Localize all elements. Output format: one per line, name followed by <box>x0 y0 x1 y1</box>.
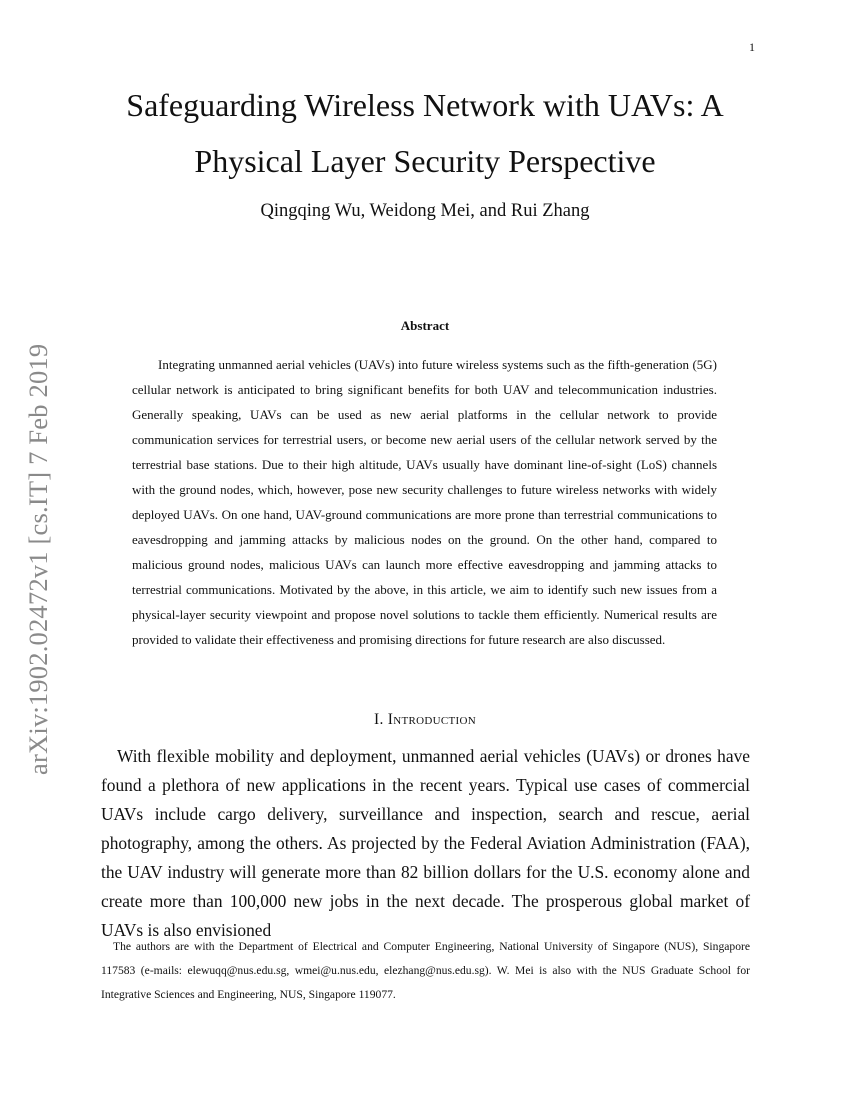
paper-title <box>0 77 850 189</box>
page-number: 1 <box>749 40 755 54</box>
author-affiliation-footnote: The authors are with the Department of Electrical and Computer Engineering, National University of Singapore (NUS), Singapore 117583 (e-mails: elewuqq@nus.edu.sg, wmei@u.nus.edu, elezhang@nus.edu.sg). W. Mei is also with the NUS Graduate School for Integrative Sciences and Engineering, NUS, Singapore 119077. <box>101 940 750 1001</box>
abstract-heading: Abstract <box>400 318 450 333</box>
paper-title-line-2: Physical Layer Security Perspective <box>194 143 656 179</box>
arxiv-identifier-stamp: arXiv:1902.02472v1 [cs.IT] 7 Feb 2019 <box>23 343 53 775</box>
paper-title-line-1: Safeguarding Wireless Network with UAVs: A <box>126 87 724 123</box>
abstract-text: Integrating unmanned aerial vehicles (UAVs) into future wireless systems such as the fifth-generation (5G) cellular network is anticipated to bring significant benefits for both UAV and telecommunication industries. Generally speaking, UAVs can be used as new aerial platforms in the cellular network to provide communication services for terrestrial users, or become new aerial users of the cellular network served by the terrestrial base stations. Due to their high altitude, UAVs usually have dominant line-of-sight (LoS) channels with the ground nodes, which, however, pose new security challenges to future wireless networks with widely deployed UAVs. On one hand, UAV-ground communications are more prone than terrestrial communications to eavesdropping and jamming attacks by malicious nodes on the ground. On the other hand, compared to malicious ground nodes, malicious UAVs can launch more effective eavesdropping and jamming attacks to terrestrial communications. Motivated by the above, in this article, we aim to identify such new issues from a physical-layer security viewpoint and propose novel solutions to tackle them efficiently. Numerical results are provided to validate their effectiveness and promising directions for future research are also discussed. <box>132 357 717 647</box>
author-list: Qingqing Wu, Weidong Mei, and Rui Zhang <box>260 201 590 221</box>
section-heading-introduction: I. Introduction <box>373 711 476 728</box>
introduction-text: With flexible mobility and deployment, unmanned aerial vehicles (UAVs) or drones have found a plethora of new applications in the recent years. Typical use cases of commercial UAVs include cargo delivery, surveillance and inspection, search and rescue, aerial photography, among the others. As projected by the Federal Aviation Administration (FAA), the UAV industry will generate more than 82 billion dollars for the U.S. economy alone and create more than 100,000 new jobs in the next decade. The prosperous global market of UAVs is also envisioned <box>101 746 750 940</box>
